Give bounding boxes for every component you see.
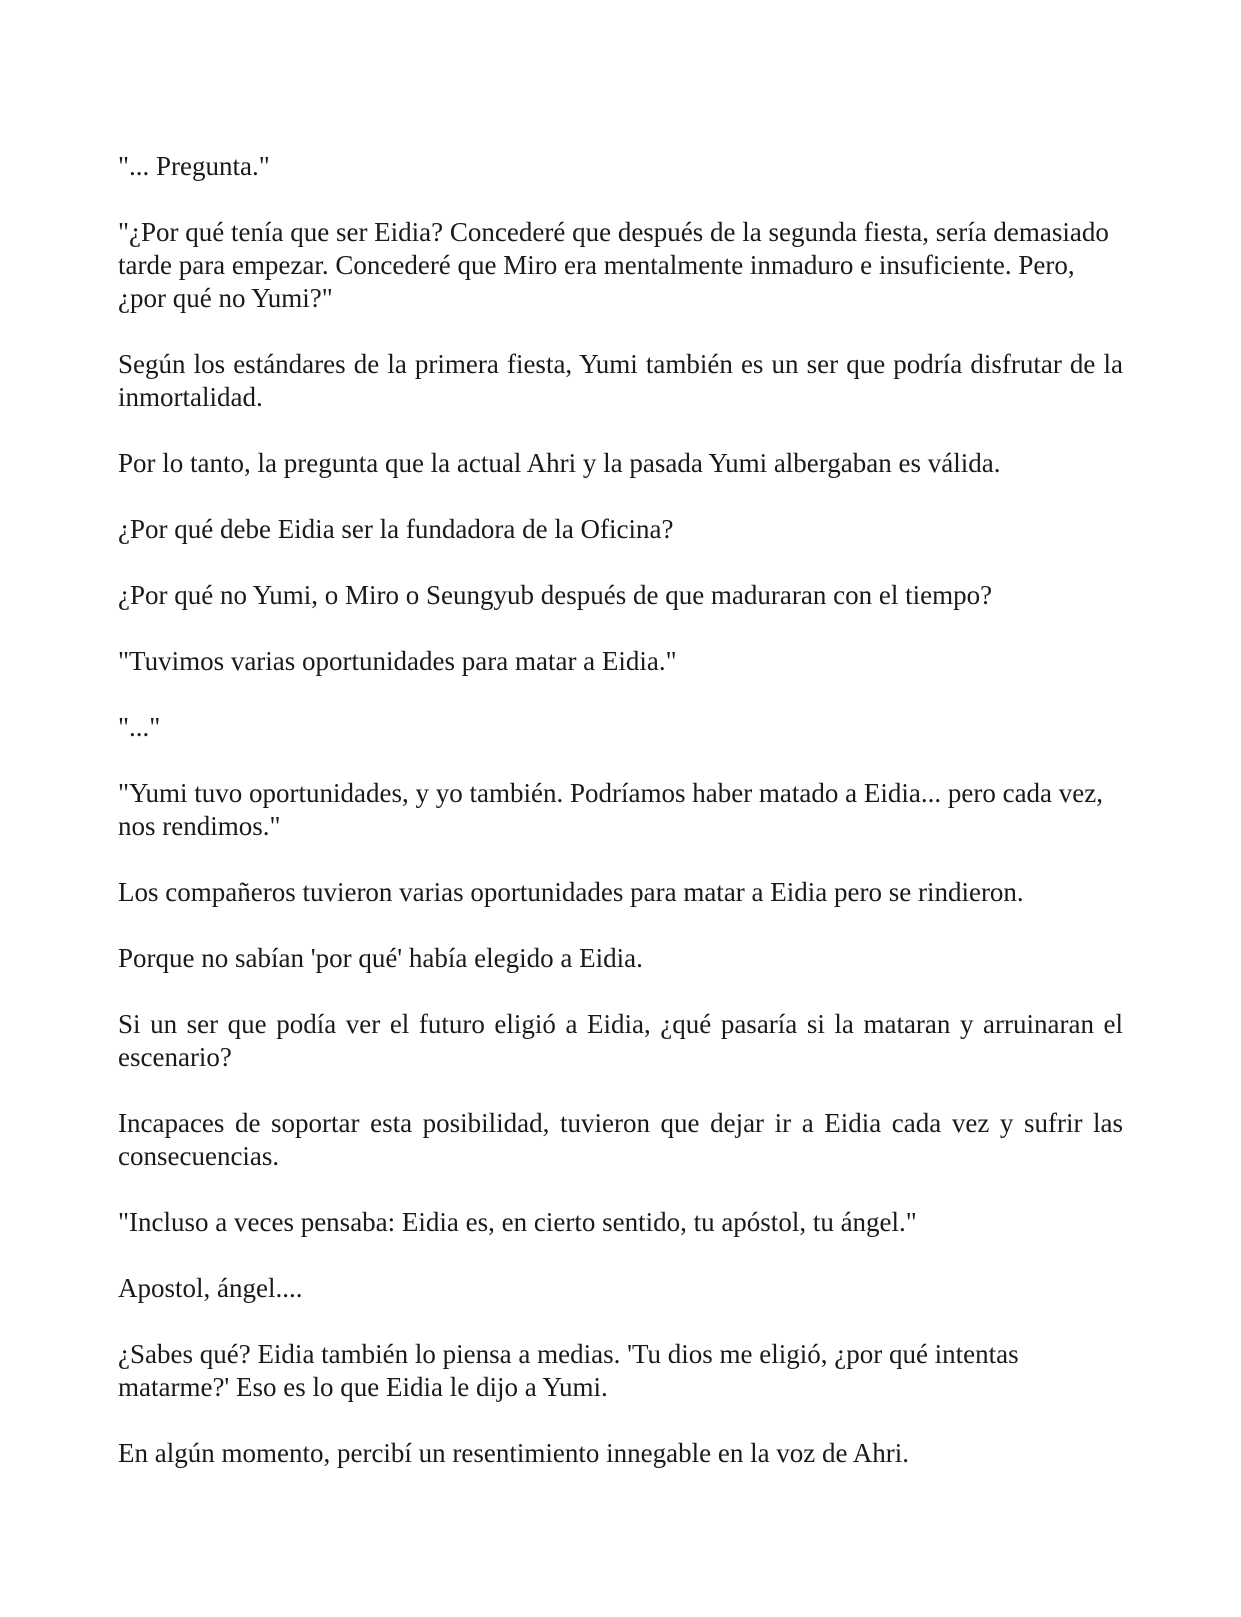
paragraph: "Yumi tuvo oportunidades, y yo también. Podríamos haber matado a Eidia... pero cada vez, nos rendimos." — [118, 778, 1104, 841]
paragraph: "... Pregunta." — [118, 151, 270, 181]
paragraph: "..." — [118, 712, 161, 742]
paragraph: Porque no sabían 'por qué' había elegido a Eidia. — [118, 943, 643, 973]
paragraph: Por lo tanto, la pregunta que la actual Ahri y la pasada Yumi albergaban es válida. — [118, 448, 1001, 478]
paragraph: Si un ser que podía ver el futuro eligió a Eidia, ¿qué pasaría si la mataran y arruinaran el escenario? — [118, 1009, 1123, 1072]
paragraph: ¿Sabes qué? Eidia también lo piensa a medias. 'Tu dios me eligió, ¿por qué intentas matarme?' Eso es lo que Eidia le dijo a Yumi. — [118, 1339, 1019, 1402]
document-body — [118, 150, 1123, 1503]
paragraph: Apostol, ángel.... — [118, 1273, 303, 1303]
paragraph: Los compañeros tuvieron varias oportunidades para matar a Eidia pero se rindieron. — [118, 877, 1024, 907]
paragraph: Según los estándares de la primera fiesta, Yumi también es un ser que podría disfrutar de la inmortalidad. — [118, 349, 1123, 412]
paragraph: "Incluso a veces pensaba: Eidia es, en cierto sentido, tu apóstol, tu ángel." — [118, 1207, 917, 1237]
paragraph: En algún momento, percibí un resentimiento innegable en la voz de Ahri. — [118, 1438, 910, 1468]
paragraph: Incapaces de soportar esta posibilidad, tuvieron que dejar ir a Eidia cada vez y sufrir las consecuencias. — [118, 1108, 1123, 1171]
paragraph: "¿Por qué tenía que ser Eidia? Concederé que después de la segunda fiesta, sería demasiado tarde para empezar. Concederé que Miro era mentalmente inmaduro e insuficiente. Pero, ¿por qué no Yumi?" — [118, 217, 1109, 313]
paragraph: "Tuvimos varias oportunidades para matar a Eidia." — [118, 646, 677, 676]
paragraph: ¿Por qué debe Eidia ser la fundadora de la Oficina? — [118, 514, 674, 544]
paragraph: ¿Por qué no Yumi, o Miro o Seungyub después de que maduraran con el tiempo? — [118, 580, 993, 610]
